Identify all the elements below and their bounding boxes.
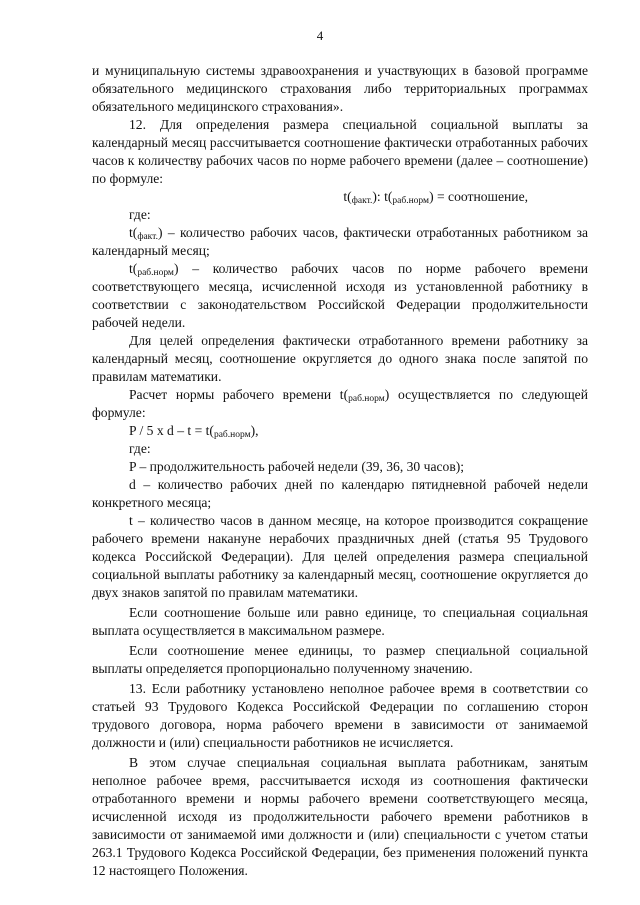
document-body — [92, 62, 588, 880]
where-label-2: где: — [129, 441, 151, 456]
definition-d: d – количество рабочих дней по календарю пятидневной рабочей недели конкретного месяца; — [92, 477, 588, 510]
paragraph-continuation: и муниципальную системы здравоохранения и участвующих в базовой программе обязательного медицинского страхования либо территориальных программах обязательного медицинского страхования». — [92, 63, 588, 114]
paragraph-12: 12. Для определения размера специальной социальной выплаты за календарный месяц рассчитывается соотношение фактически отработанных рабочих часов к количеству рабочих часов по норме рабочего времени (далее – соотношение) по формуле: — [92, 117, 588, 186]
where-label-1: где: — [129, 207, 151, 222]
paragraph-13: 13. Если работнику установлено неполное рабочее время в соответствии со статьей 93 Трудового Кодекса Российской Федерации по соглашению сторон трудового договора, норма рабочего времени в зависимости от занимаемой должности и (или) специальности работников не исчисляется. — [92, 681, 588, 750]
definition-t: t – количество часов в данном месяце, на которое производится сокращение рабочего времени накануне нерабочих праздничных дней (статья 95 Трудового кодекса Российской Федерации). Для целей определения размера специальной социальной выплаты работнику за календарный месяц, соотношение округляется до двух знаков запятой по правилам математики. — [92, 513, 588, 600]
paragraph-proportional-payment: Если соотношение менее единицы, то размер специальной социальной выплаты определяется пропорционально полученному значению. — [92, 643, 588, 676]
page-number: 4 — [316, 28, 324, 43]
definition-p: P – продолжительность рабочей недели (39, 36, 30 часов); — [129, 459, 465, 474]
formula-ratio: $t(_{факт.})$: $t(_{раб.норм})$ = соотношение, — [343, 189, 528, 206]
formula-norm: P / 5 x $d - t = t(_{раб.норм})$, — [129, 423, 259, 440]
paragraph-part-time: В этом случае специальная социальная выплата работникам, занятым неполное рабочее время, рассчитывается исходя из соотношения фактически отработанного времени и нормы рабочего времени соответствующего месяца, исчисленной исходя из продолжительности рабочего времени работников в зависимости от занимаемой ими должности и (или) специальности с учетом статьи 263.1 Трудового Кодекса Российской Федерации, без применения положений пункта 12 настоящего Положения. — [92, 755, 588, 878]
paragraph-norm-calc: Расчет нормы рабочего времени $t(_{раб.норм})$ осуществляется по следующей формуле: — [92, 387, 588, 420]
paragraph-max-payment: Если соотношение больше или равно единице, то специальная социальная выплата осуществляется в максимальном размере. — [92, 605, 588, 638]
paragraph-rounding-1: Для целей определения фактически отработанного времени работнику за календарный месяц, соотношение округляется до одного знака после запятой по правилам математики. — [92, 333, 588, 384]
definition-t-fact: $t(_{факт.})$ – количество рабочих часов, фактически отработанных работником за календарный месяц; — [92, 225, 588, 258]
definition-t-norm: $t(_{раб.норм})$ – количество рабочих часов по норме рабочего времени соответствующего месяца, исчисленной исходя из установленной работнику в соответствии с законодательством Российской Федерации продолжительности рабочей недели. — [92, 261, 588, 330]
